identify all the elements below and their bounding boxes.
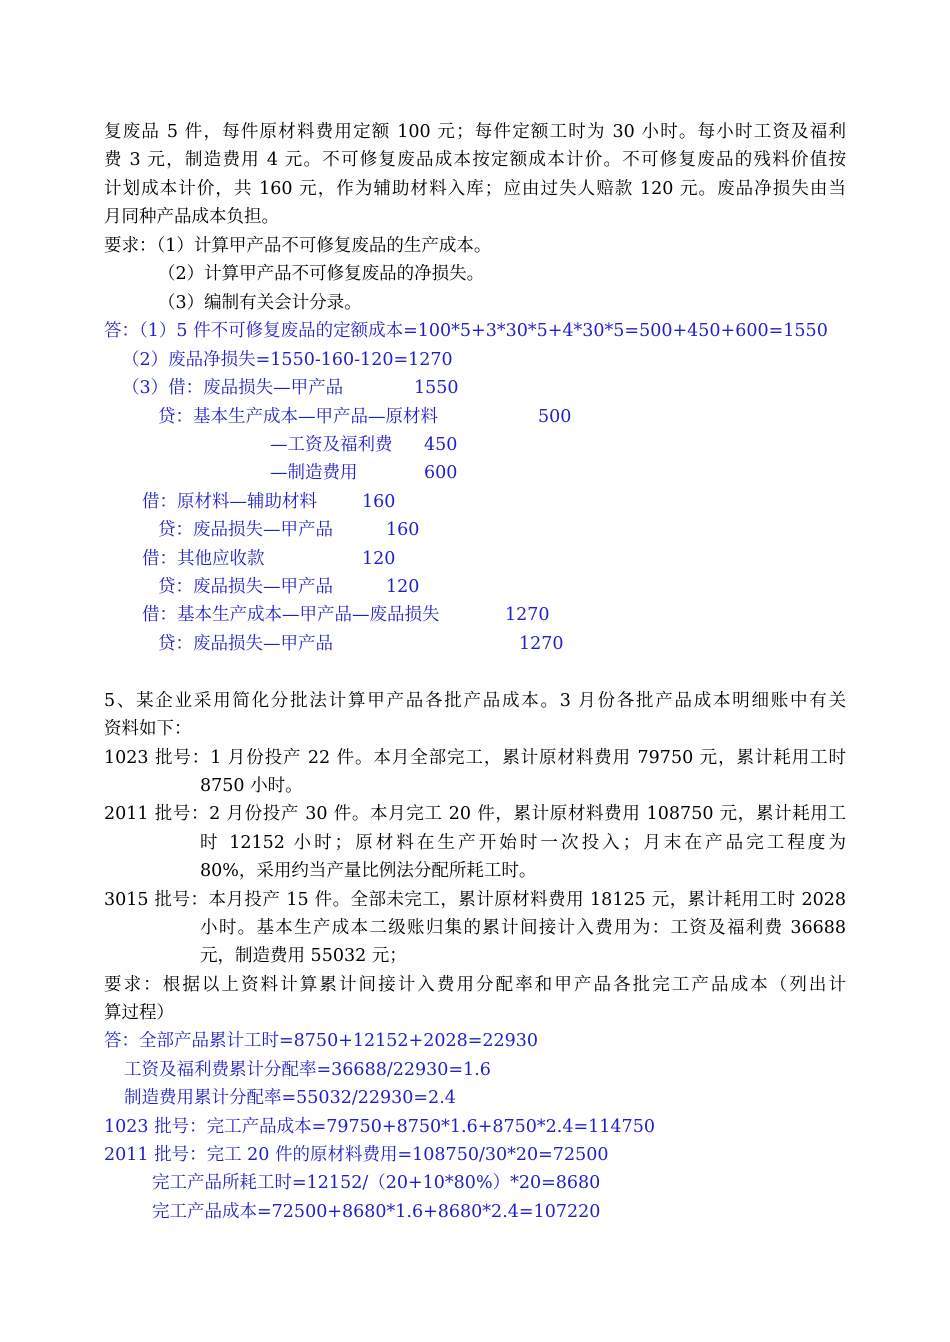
answer5-line-5: 2011 批号：完工 20 件的原材料费用=108750/30*20=72500 <box>104 1145 609 1165</box>
journal-entry-label: 贷：废品损失—甲产品 <box>158 634 333 654</box>
answer5-line-3: 制造费用累计分配率=55032/22930=2.4 <box>124 1088 456 1108</box>
batch-1023-line-2: 8750 小时。 <box>200 776 303 796</box>
answer5-line-1: 答：全部产品累计工时=8750+12152+2028=22930 <box>104 1031 539 1051</box>
journal-entry-amount: 500 <box>538 407 572 427</box>
answer5-line-2: 工资及福利费累计分配率=36688/22930=1.6 <box>124 1060 491 1080</box>
journal-entry-amount: 450 <box>424 435 458 455</box>
journal-entry-amount: 120 <box>386 577 420 597</box>
problem4-requirement-2: （2）计算甲产品不可修复废品的净损失。 <box>158 264 485 284</box>
journal-entry-amount: 600 <box>424 463 458 483</box>
journal-entry-label: 贷：废品损失—甲产品 <box>158 520 333 540</box>
batch-2011-line-3: 80%，采用约当产量比例法分配所耗工时。 <box>200 861 537 881</box>
answer5-line-7: 完工产品成本=72500+8680*1.6+8680*2.4=107220 <box>152 1202 601 1222</box>
batch-2011-line-2: 时 12152 小时；原材料在生产开始时一次投入；月末在产品完工程度为 <box>200 833 846 853</box>
problem5-intro-line-1: 5、某企业采用简化分批法计算甲产品各批产品成本。3 月份各批产品成本明细账中有关 <box>104 691 846 711</box>
journal-entry-amount: 160 <box>386 520 420 540</box>
batch-3015-line-3: 元，制造费用 55032 元； <box>200 946 407 966</box>
journal-entry-amount: 1270 <box>519 634 564 654</box>
journal-entry-label: —工资及福利费 <box>270 435 393 455</box>
journal-entry-amount: 120 <box>362 549 396 569</box>
problem4-line-4: 月同种产品成本负担。 <box>104 207 279 227</box>
journal-entry-amount: 1270 <box>505 605 550 625</box>
journal-entry-label: 贷：基本生产成本—甲产品—原材料 <box>158 407 438 427</box>
problem4-requirement-1: 要求：（1）计算甲产品不可修复废品的生产成本。 <box>104 236 492 256</box>
journal-entry-label: 贷：废品损失—甲产品 <box>158 577 333 597</box>
journal-entry-label: —制造费用 <box>270 463 358 483</box>
journal-entry-amount: 1550 <box>414 378 459 398</box>
answer4-line-1: 答：（1）5 件不可修复废品的定额成本=100*5+3*30*5+4*30*5=500+450+600=1550 <box>104 321 828 341</box>
journal-entry-label: 借：原材料—辅助材料 <box>142 492 317 512</box>
journal-entry-amount: 160 <box>362 492 396 512</box>
batch-3015-line-1: 3015 批号：本月投产 15 件。全部未完工，累计原材料费用 18125 元，累计耗用工时 2028 <box>104 890 846 910</box>
problem5-requirement-line-2: 算过程） <box>104 1003 174 1023</box>
batch-1023-line-1: 1023 批号：1 月份投产 22 件。本月全部完工，累计原材料费用 79750 元，累计耗用工时 <box>104 748 846 768</box>
journal-entry-label: 借：基本生产成本—甲产品—废品损失 <box>142 605 440 625</box>
answer5-line-4: 1023 批号：完工产品成本=79750+8750*1.6+8750*2.4=114750 <box>104 1117 655 1137</box>
answer5-line-6: 完工产品所耗工时=12152/（20+10*80%）*20=8680 <box>152 1173 601 1193</box>
problem5-intro-line-2: 资料如下： <box>104 719 192 739</box>
problem4-line-3: 计划成本计价，共 160 元，作为辅助材料入库；应由过失人赔款 120 元。废品净损失由当 <box>104 179 846 199</box>
journal-entry-label: （3）借：废品损失—甲产品 <box>122 378 344 398</box>
batch-2011-line-1: 2011 批号：2 月份投产 30 件。本月完工 20 件，累计原材料费用 108750 元，累计耗用工 <box>104 804 846 824</box>
journal-entry-label: 借：其他应收款 <box>142 549 265 569</box>
problem4-line-2: 费 3 元，制造费用 4 元。不可修复废品成本按定额成本计价。不可修复废品的残料价值按 <box>104 150 846 170</box>
problem4-requirement-3: （3）编制有关会计分录。 <box>158 293 362 313</box>
answer4-line-2: （2）废品净损失=1550-160-120=1270 <box>122 350 453 370</box>
batch-3015-line-2: 小时。基本生产成本二级账归集的累计间接计入费用为：工资及福利费 36688 <box>200 918 846 938</box>
problem5-requirement-line-1: 要求：根据以上资料计算累计间接计入费用分配率和甲产品各批完工产品成本（列出计 <box>104 975 846 995</box>
problem4-line-1: 复废品 5 件，每件原材料费用定额 100 元；每件定额工时为 30 小时。每小时工资及福利 <box>104 122 846 142</box>
